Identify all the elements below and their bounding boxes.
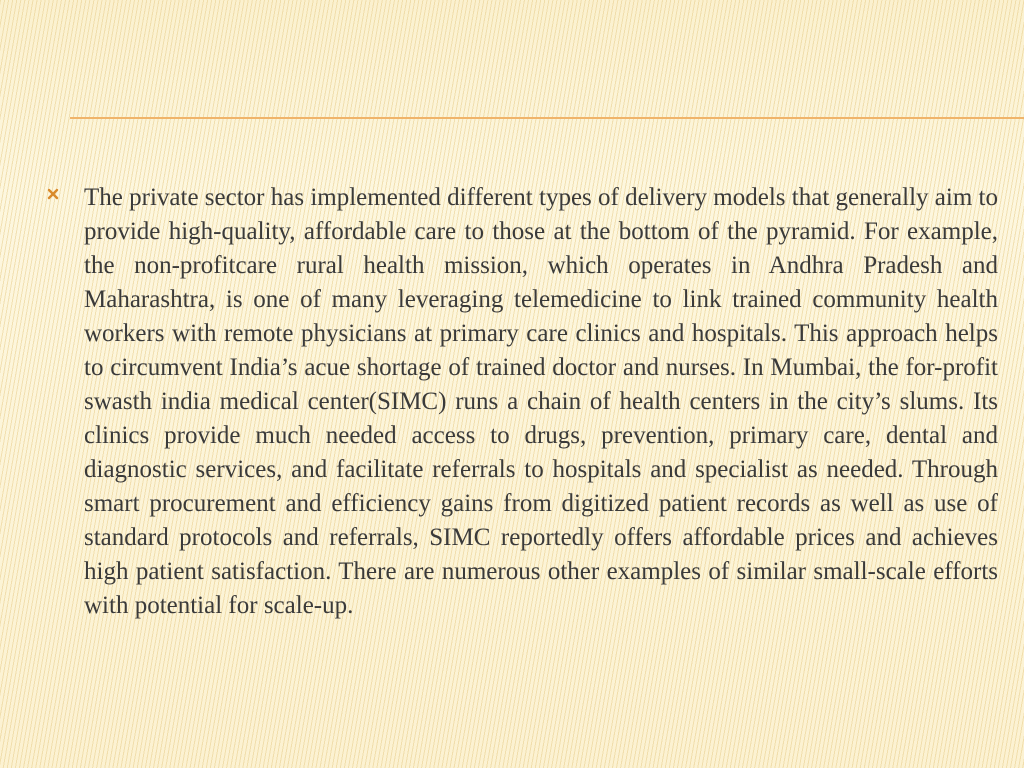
x-bullet-icon xyxy=(46,187,60,201)
bullet-item xyxy=(46,181,998,623)
bullet-list xyxy=(46,181,998,623)
bullet-text: The private sector has implemented different types of delivery models that generally aim to provide high-quality, affordable care to those at the bottom of the pyramid. For example, the non-profitcare rural health mission, which operates in Andhra Pradesh and Maharashtra, is one of many leveraging telemedicine to link trained community health workers with remote physicians at primary care clinics and hospitals. This approach helps to circumvent India’s acue shortage of trained doctor and nurses. In Mumbai, the for-profit swasth india medical center(SIMC) runs a chain of health centers in the city’s slums. Its clinics provide much needed access to drugs, prevention, primary care, dental and diagnostic services, and facilitate referrals to hospitals and specialist as needed. Through smart procurement and efficiency gains from digitized patient records as well as use of standard protocols and referrals, SIMC reportedly offers affordable prices and achieves high patient satisfaction. There are numerous other examples of similar small-scale efforts with potential for scale-up. xyxy=(84,184,998,619)
title-divider-line xyxy=(70,117,1024,119)
